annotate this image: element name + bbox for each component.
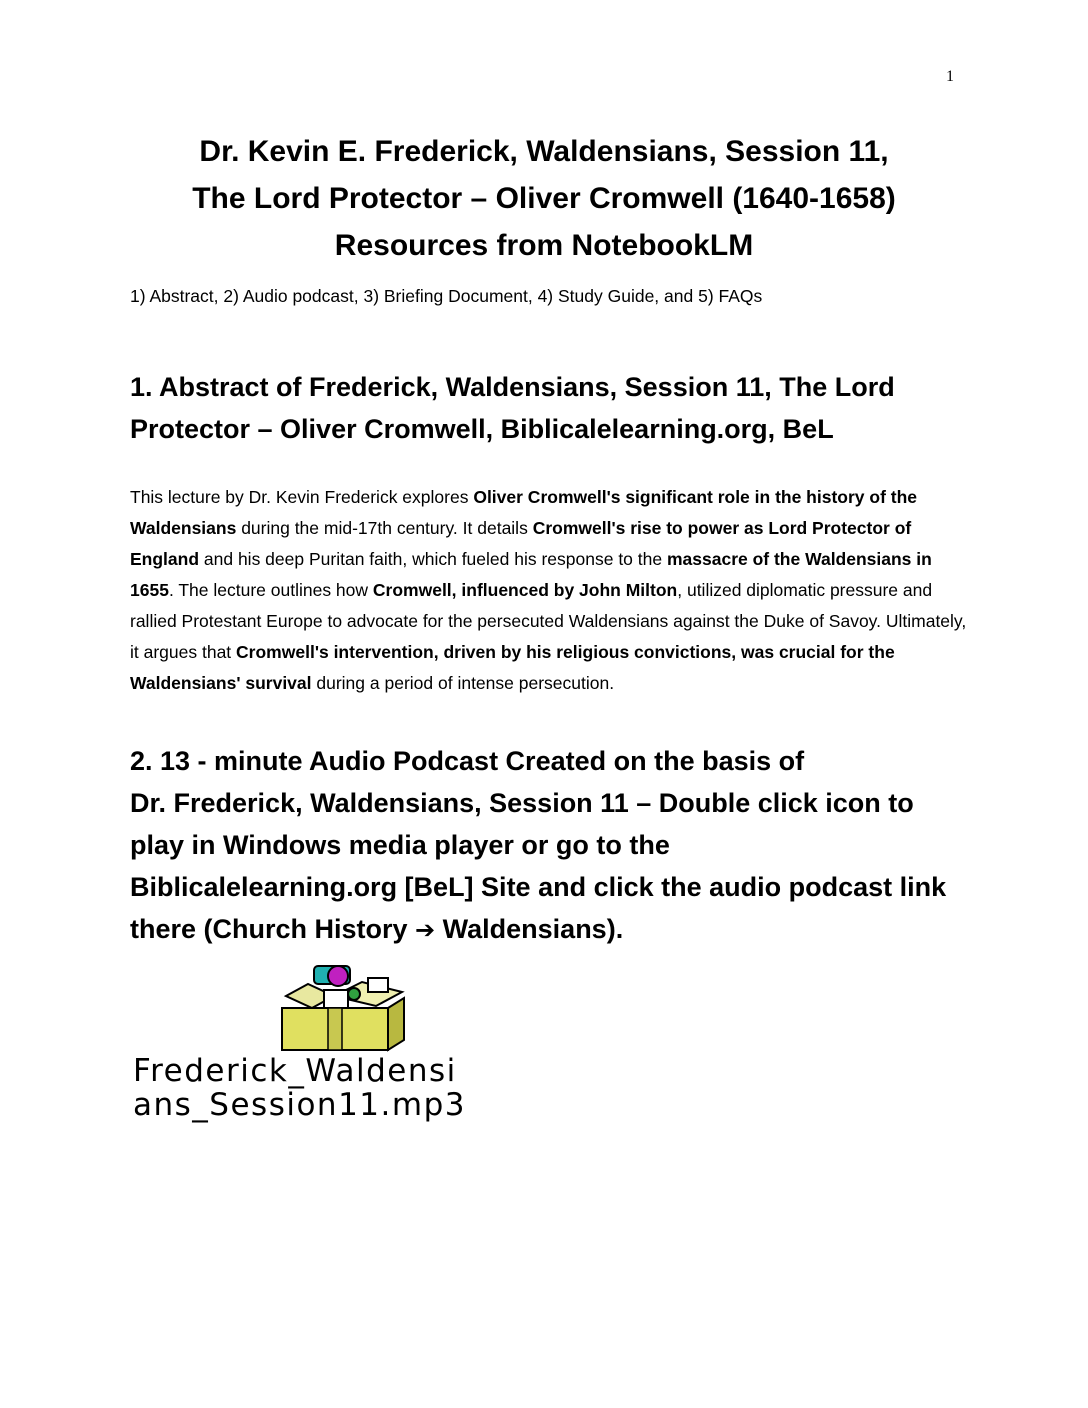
section2-heading-line-3: play in Windows media player or go to the xyxy=(130,830,670,860)
section2-heading-line-1: 2. 13 - minute Audio Podcast Created on the basis of xyxy=(130,746,805,776)
abstract-emphasis: massacre of the Waldensians in 1655 xyxy=(130,549,932,600)
section2-heading-line-4: Biblicalelearning.org [BeL] Site and click the audio podcast link xyxy=(130,872,947,902)
mp3-attachment-label[interactable] xyxy=(133,1054,573,1122)
mp3-filename-line-1: Frederick_Waldensi xyxy=(133,1053,457,1089)
abstract-emphasis: Cromwell's rise to power as Lord Protector of England xyxy=(130,518,912,569)
contents-line: 1) Abstract, 2) Audio podcast, 3) Briefing Document, 4) Study Guide, and 5) FAQs xyxy=(130,286,763,306)
abstract-text: during the mid-17th century. It details xyxy=(236,518,533,538)
media-package-icon[interactable] xyxy=(272,962,412,1054)
heading-text: Waldensians). xyxy=(435,914,624,944)
title-line-3: Resources from NotebookLM xyxy=(334,229,754,262)
section2-heading-line-5 xyxy=(130,908,980,952)
heading-text: there (Church History xyxy=(130,914,416,944)
mp3-filename-line-2: ans_Session11.mp3 xyxy=(133,1087,466,1123)
abstract-emphasis: Oliver Cromwell's significant role in the history of the Waldensians xyxy=(130,487,918,538)
section1-heading xyxy=(130,366,970,450)
section1-heading-line-2: Protector – Oliver Cromwell, Biblicalelearning.org, BeL xyxy=(130,414,834,444)
abstract-text: . The lecture outlines how xyxy=(168,580,373,600)
abstract-emphasis: Cromwell, influenced by John Milton xyxy=(372,580,678,600)
page-number: 1 xyxy=(946,68,954,85)
abstract-text: , utilized diplomatic pressure and rallied Protestant Europe to advocate for the persecuted Waldensians against the Duke of Savoy. Ultimately, it argues that xyxy=(130,580,967,662)
title-line-1: Dr. Kevin E. Frederick, Waldensians, Session 11, xyxy=(199,135,889,168)
right-arrow-icon: ➔ xyxy=(415,917,436,944)
abstract-emphasis: Cromwell's intervention, driven by his religious convictions, was crucial for the Waldensians' survival xyxy=(130,642,895,693)
abstract-paragraph xyxy=(130,482,968,699)
abstract-text: during a period of intense persecution. xyxy=(311,673,615,693)
document-title xyxy=(0,128,1088,269)
abstract-text: This lecture by Dr. Kevin Frederick explores xyxy=(130,487,474,507)
section1-heading-line-1: 1. Abstract of Frederick, Waldensians, Session 11, The Lord xyxy=(130,372,895,402)
title-line-2: The Lord Protector – Oliver Cromwell (1640-1658) xyxy=(192,182,896,215)
section2-heading-line-2: Dr. Frederick, Waldensians, Session 11 – Double click icon to xyxy=(130,788,914,818)
section2-heading xyxy=(130,740,980,952)
abstract-text: and his deep Puritan faith, which fueled his response to the xyxy=(199,549,667,569)
